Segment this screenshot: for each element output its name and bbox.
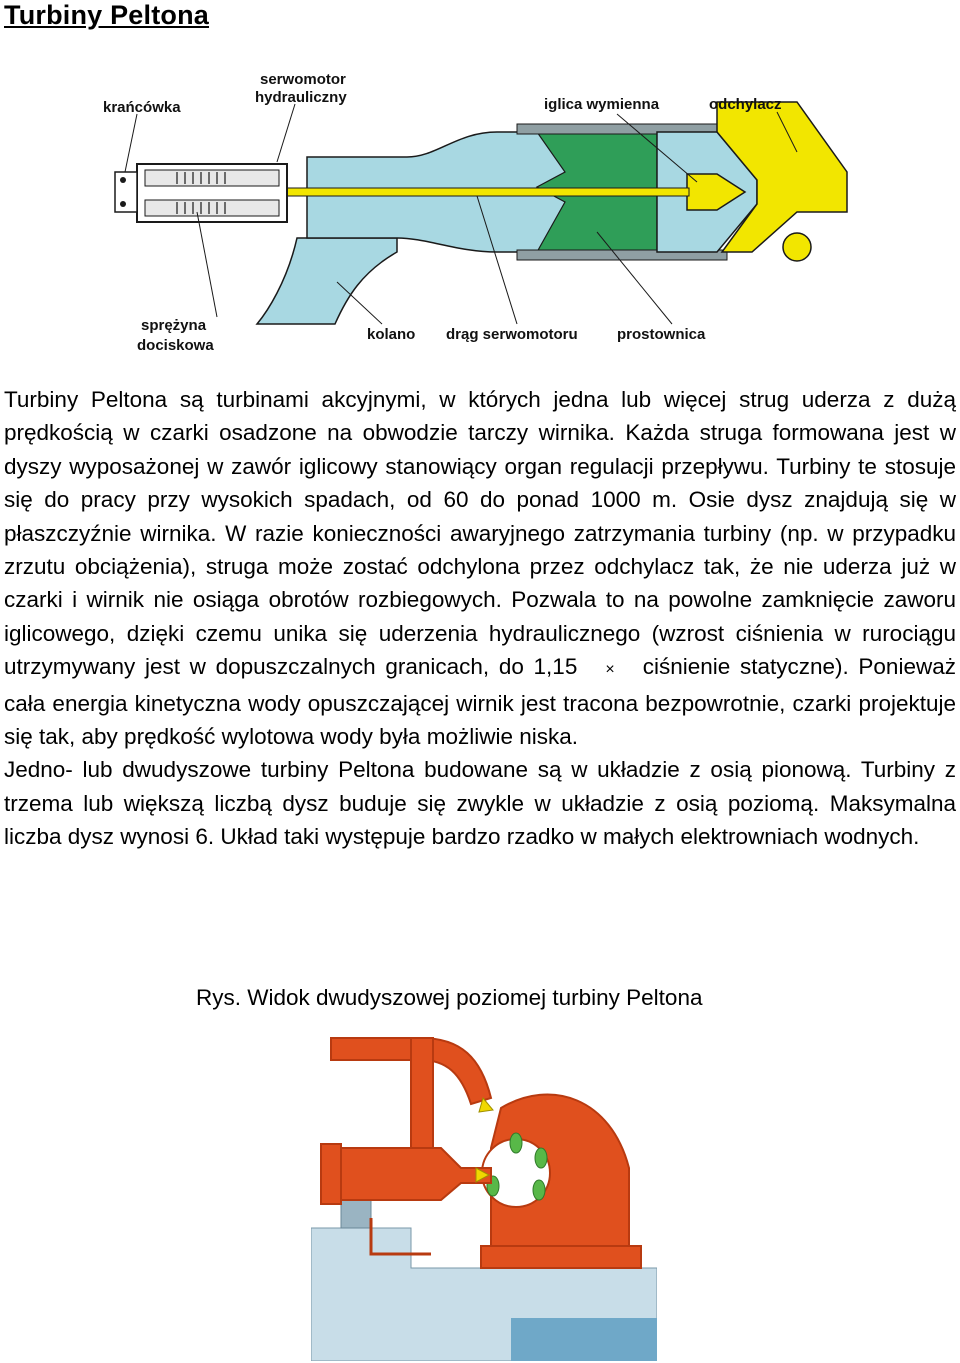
- label-odchylacz: odchylacz: [709, 96, 782, 113]
- label-drag: drąg serwomotoru: [446, 326, 578, 343]
- label-prostownica: prostownica: [617, 326, 706, 343]
- tailwater: [511, 1318, 657, 1361]
- label-sprezyna-1: sprężyna: [141, 317, 207, 334]
- limit-switch: [115, 172, 137, 212]
- label-kolano: kolano: [367, 326, 416, 343]
- turbine-illustration: [311, 1018, 657, 1361]
- label-sprezyna-2: dociskowa: [137, 337, 214, 354]
- paragraph-1-part-a: Turbiny Peltona są turbinami akcyjnymi, w których jedna lub więcej strug uderza z dużą prędkością w czarki osadzone na obwodzie tarczy wirnika. Każda struga formowana jest w dyszy wyposażonej w zawór iglicowy stanowiący organ regulacji przepływu. Turbiny te stosuje się do pracy przy wysokich spadach, od 60 do ponad 1000 m. Osie dysz znajdują się w płaszczyźnie wirnika. W razie konieczności awaryjnego zatrzymania turbiny (np. w przypadku zrzutu obciążenia), struga może zostać odchylona przez odchylacz tak, że nie uderza już w czarki i wirnik nie osiąga obrotów rozbiegowych. Pozwala to na powolne zamknięcie zaworu iglicowego, dzięki czemu unika się uderzenia hydraulicznego (wzrost ciśnienia w rurociągu utrzymywany jest w dopuszczalnych granicach, do 1,15: [4, 387, 956, 680]
- label-serwomotor-2: hydrauliczny: [255, 89, 347, 106]
- paragraph-1: [4, 383, 956, 753]
- article-body: [4, 383, 956, 854]
- label-krancowka: krańcówka: [103, 99, 181, 116]
- paragraph-1-part-b: ciśnienie statyczne). Ponieważ cała energia kinetyczna wody opuszczającej wirnik jest tracona bezpowrotnie, czarki projektuje się tak, aby prędkość wylotowa wody była możliwie niska.: [4, 654, 956, 750]
- page-title: Turbiny Peltona: [4, 0, 210, 30]
- multiplication-symbol: ×: [605, 661, 615, 679]
- label-serwomotor-1: serwomotor: [260, 71, 346, 88]
- label-iglica: iglica wymienna: [544, 96, 660, 113]
- figure-caption: Rys. Widok dwudyszowej poziomej turbiny Peltona: [196, 985, 703, 1010]
- paragraph-2: Jedno- lub dwudyszowe turbiny Peltona budowane są w układzie z osią pionową. Turbiny z trzema lub większą liczbą dysz buduje się zwykle w układzie z osią poziomą. Maksymalna liczba dysz wynosi 6. Układ taki występuje bardzo rzadko w małych elektrowniach wodnych.: [4, 757, 956, 850]
- elbow-pipe: [257, 238, 397, 324]
- penstock-vertical: [411, 1038, 433, 1158]
- nozzle-diagram: [97, 62, 857, 374]
